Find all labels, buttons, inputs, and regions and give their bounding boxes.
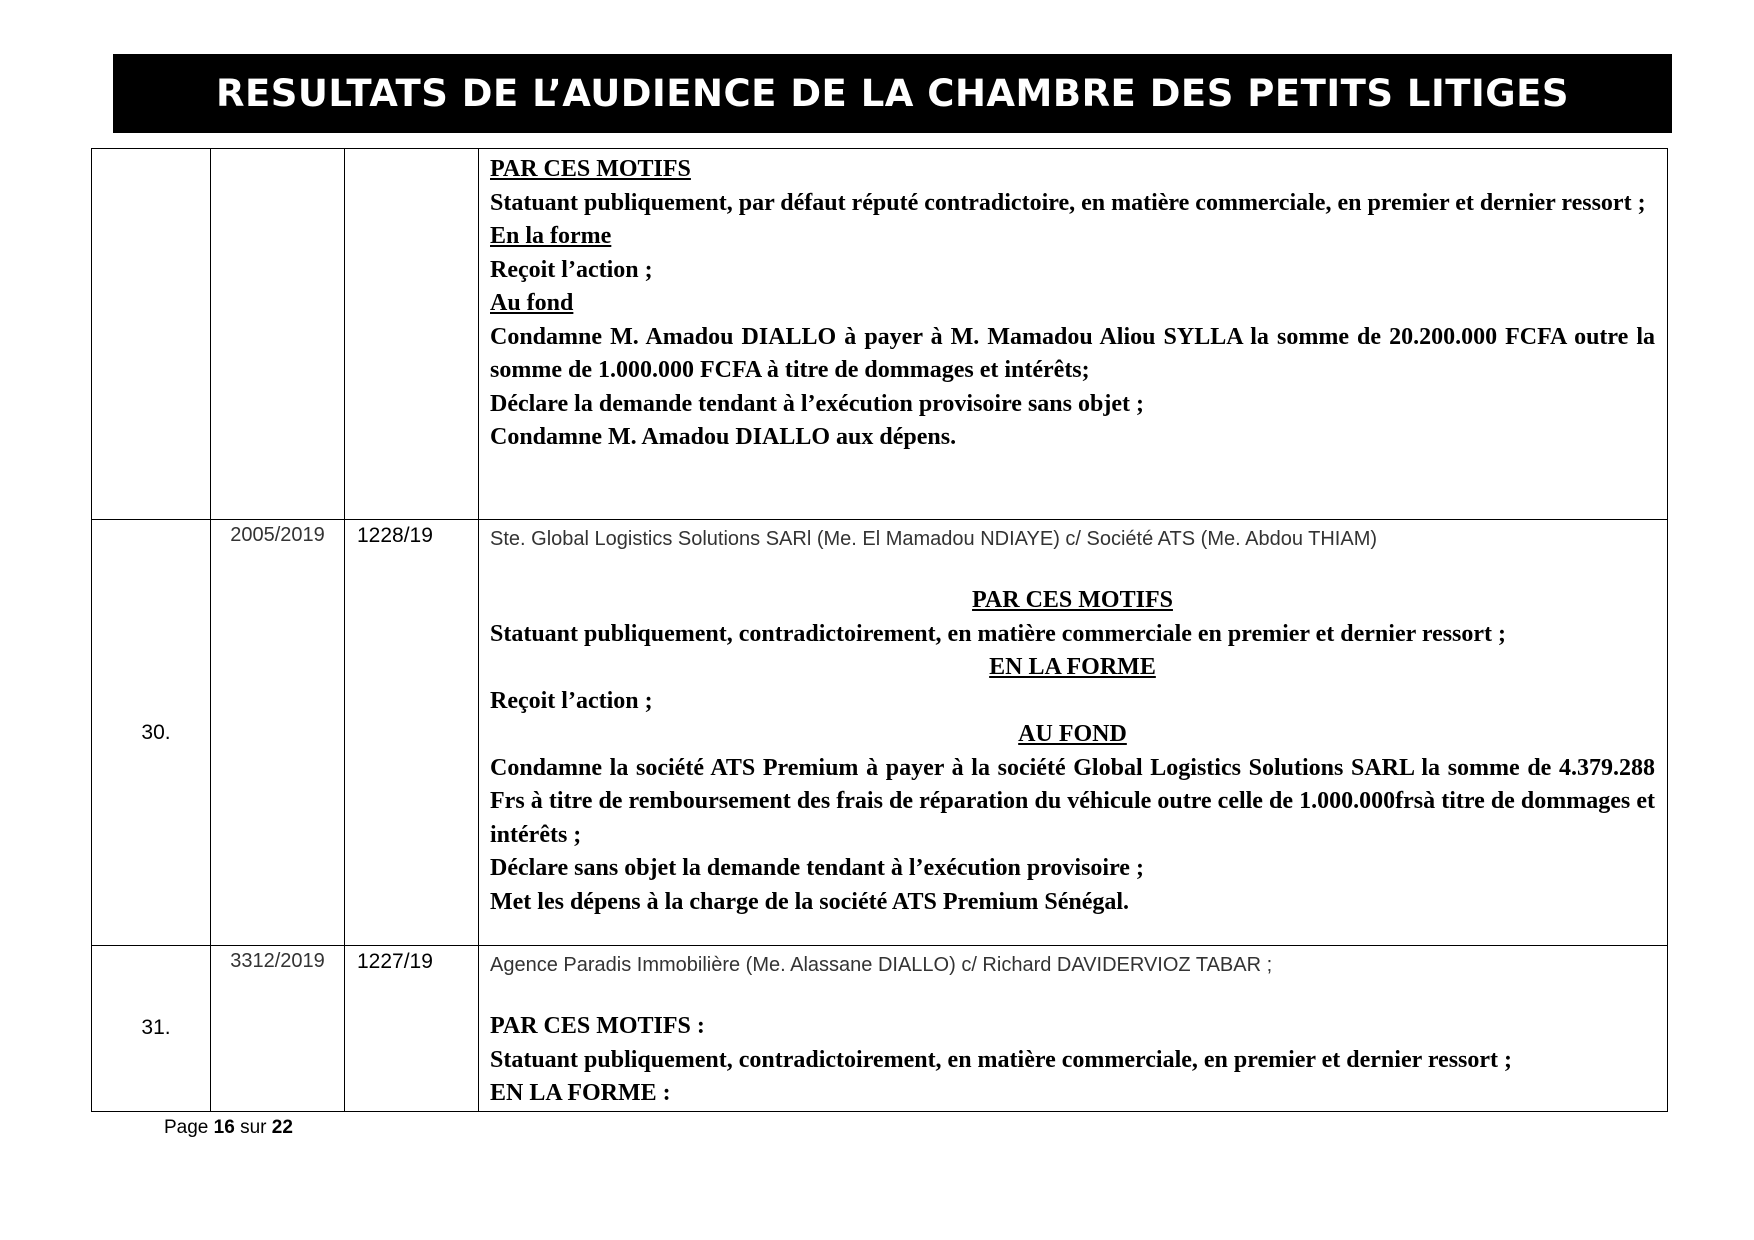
section-heading: EN LA FORME — [989, 654, 1156, 680]
results-table — [91, 148, 1668, 1112]
case-number: 30. — [92, 520, 211, 946]
ruling-line: Statuant publiquement, par défaut réputé contradictoire, en matière commerciale, en premier et dernier ressort ; — [490, 189, 1646, 216]
decision-number: 1227/19 — [345, 946, 479, 1112]
ruling-line: Déclare sans objet la demande tendant à l’exécution provisoire ; — [490, 855, 1144, 881]
section-heading: AU FOND — [1018, 721, 1127, 747]
ruling-line: Reçoit l’action ; — [490, 256, 653, 283]
ruling-line: Déclare la demande tendant à l’exécution provisoire sans objet ; — [490, 390, 1144, 417]
decision-text — [479, 520, 1668, 946]
page-current: 16 — [213, 1117, 235, 1138]
page-footer — [164, 1117, 293, 1139]
ruling-line: Condamne M. Amadou DIALLO à payer à M. Mamadou Aliou SYLLA la somme de 20.200.000 FCFA outre la somme de 1.000.000 FCFA à titre de dommages et intérêts; — [490, 323, 1655, 383]
case-rg-number: 2005/2019 — [211, 520, 345, 946]
case-parties: Ste. Global Logistics Solutions SARl (Me. El Mamadou NDIAYE) c/ Société ATS (Me. Abdou THIAM) — [490, 528, 1378, 550]
section-heading: PAR CES MOTIFS — [972, 587, 1173, 613]
case-rg-number: 3312/2019 — [211, 946, 345, 1112]
section-heading: EN LA FORME : — [490, 1080, 671, 1106]
table-row — [92, 946, 1668, 1112]
decision-number — [345, 149, 479, 520]
ruling-line: Met les dépens à la charge de la société ATS Premium Sénégal. — [490, 888, 1130, 915]
section-heading: Au fond — [490, 290, 574, 316]
section-heading: PAR CES MOTIFS : — [490, 1013, 705, 1039]
section-heading: PAR CES MOTIFS — [490, 156, 691, 182]
page-title: RESULTATS DE L’AUDIENCE DE LA CHAMBRE DES PETITS LITIGES — [215, 72, 1570, 115]
ruling-line: Statuant publiquement, contradictoirement, en matière commerciale en premier et dernier ressort ; — [490, 620, 1507, 647]
ruling-line: Statuant publiquement, contradictoirement, en matière commerciale, en premier et dernier ressort ; — [490, 1046, 1513, 1073]
case-parties: Agence Paradis Immobilière (Me. Alassane DIALLO) c/ Richard DAVIDERVIOZ TABAR ; — [490, 954, 1273, 976]
section-heading: En la forme — [490, 223, 612, 249]
case-number: 31. — [92, 946, 211, 1112]
title-banner — [113, 54, 1672, 133]
decision-text — [479, 149, 1668, 520]
page-separator: sur — [240, 1117, 267, 1138]
table-row — [92, 149, 1668, 520]
ruling-line: Condamne M. Amadou DIALLO aux dépens. — [490, 424, 957, 450]
decision-text — [479, 946, 1668, 1112]
ruling-line: Reçoit l’action ; — [490, 687, 653, 714]
ruling-line: Condamne la société ATS Premium à payer à la société Global Logistics Solutions SARL la somme de 4.379.288 Frs à titre de remboursement des frais de réparation du véhicule outre celle de 1.000.000frsà titre de dommages et intérêts ; — [490, 754, 1655, 848]
decision-number: 1228/19 — [345, 520, 479, 946]
case-rg-number — [211, 149, 345, 520]
page-label: Page — [164, 1117, 209, 1138]
page-total: 22 — [271, 1117, 293, 1138]
case-number — [92, 149, 211, 520]
table-row — [92, 520, 1668, 946]
